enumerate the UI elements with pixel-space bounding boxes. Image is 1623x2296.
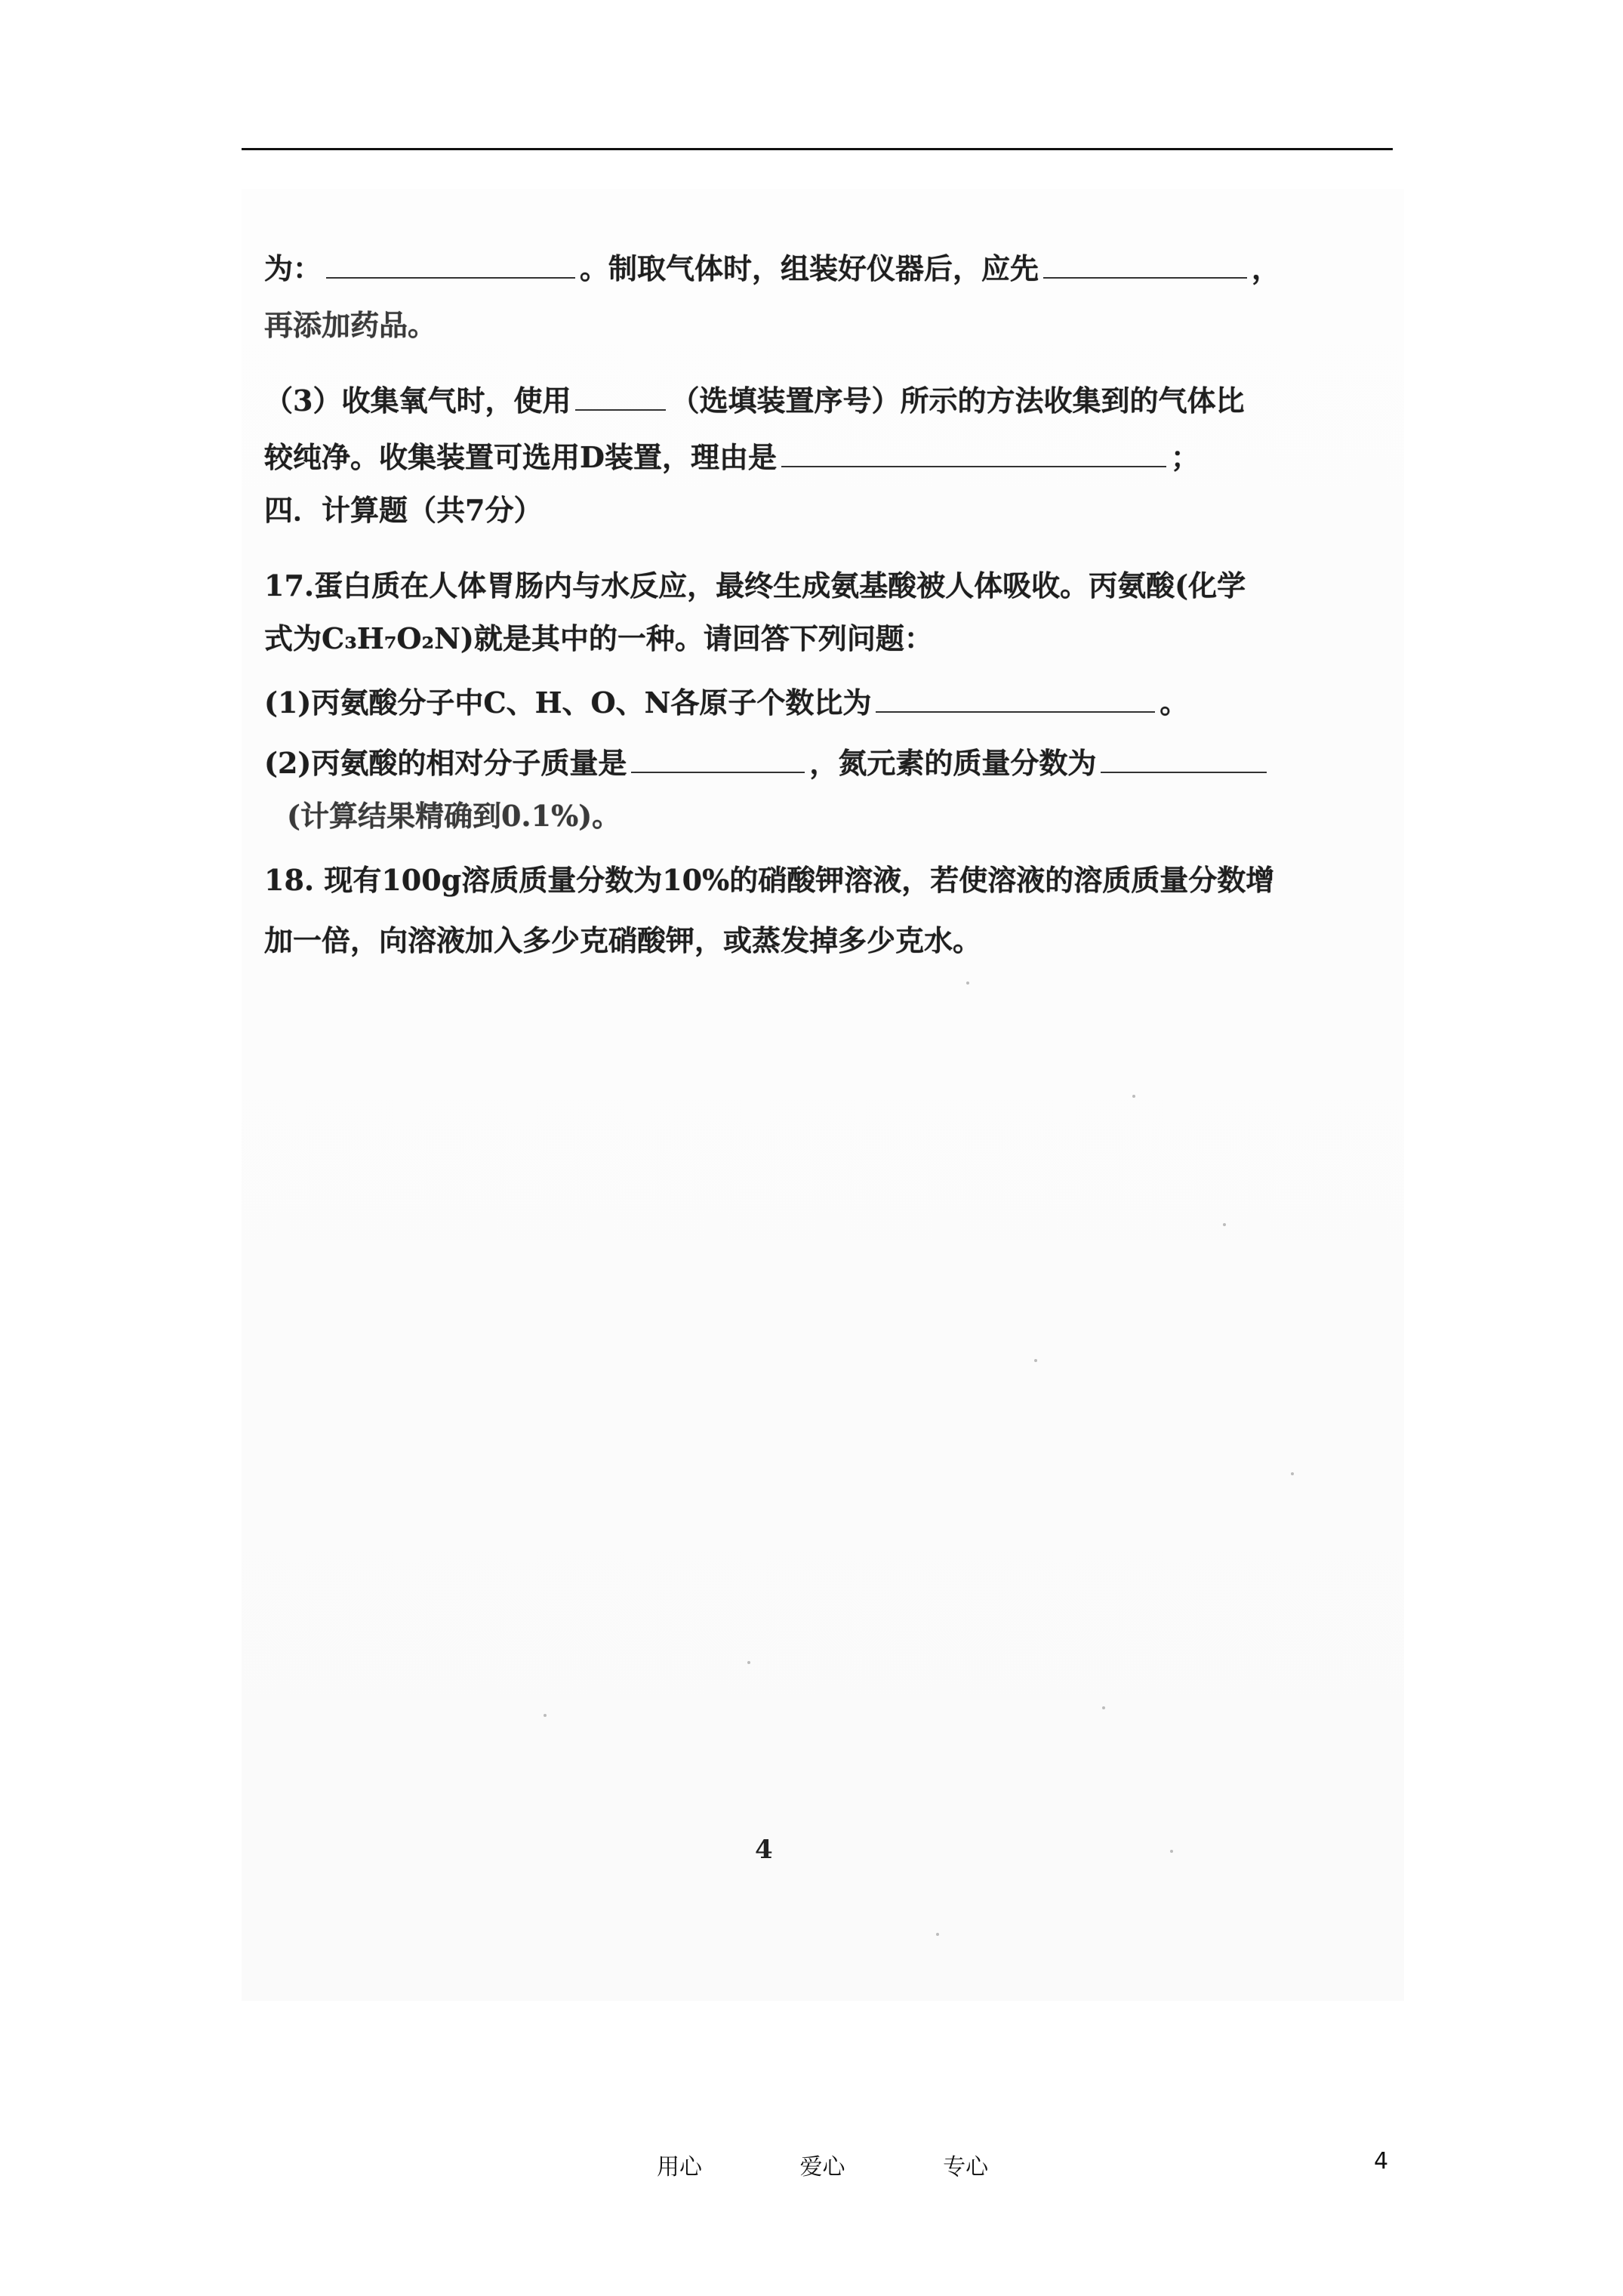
blank-6: [631, 746, 805, 773]
text-q17-2b: ，氮元素的质量分数为: [809, 746, 1097, 780]
footer-slogan-2: 爱心: [799, 2154, 845, 2180]
header-rule: [242, 148, 1393, 150]
blank-2: [1043, 251, 1247, 279]
text-q17-note: (计算结果精确到0.1%)。: [287, 799, 621, 833]
text-q17-2a: (2)丙氨酸的相对分子质量是: [264, 746, 627, 780]
text-q17-line2: 式为C₃H₇O₂N)就是其中的一种。请回答下列问题：: [264, 621, 933, 655]
blank-5: [876, 686, 1155, 713]
blank-4: [781, 440, 1166, 467]
blank-1: [326, 251, 575, 279]
text-line-4: [264, 438, 1200, 477]
text-line-3: [264, 381, 1244, 421]
text-q18-line2: 加一倍，向溶液加入多少克硝酸钾，或蒸发掉多少克水。: [264, 923, 982, 957]
footer-page-number: 4: [1374, 2148, 1389, 2174]
scan-speck: [1132, 1095, 1135, 1098]
blank-3: [575, 384, 666, 411]
scan-speck: [1170, 1850, 1173, 1853]
question-18: [264, 861, 1274, 900]
footer-slogan: [657, 2148, 1033, 2181]
text-collect-oxygen: （3）收集氧气时，使用: [264, 384, 571, 418]
footer: [0, 2148, 1623, 2186]
text-semicolon: ；: [1170, 440, 1200, 474]
text-add-reagents: 再添加药品。: [264, 308, 437, 342]
text-period: 。: [1160, 686, 1189, 720]
scan-speck: [936, 1933, 939, 1936]
scan-speck: [1291, 1472, 1294, 1475]
text-line-2: [264, 306, 436, 345]
text-q17-line1: 17.蛋白质在人体胃肠内与水反应，最终生成氨基酸被人体吸收。丙氨酸(化学: [264, 569, 1246, 603]
text-select-device: （选填装置序号）所示的方法收集到的气体比: [670, 384, 1245, 418]
footer-slogan-3: 专心: [943, 2154, 989, 2180]
text-q18-line1: 18. 现有100g溶质质量分数为10%的硝酸钾溶液，若使溶液的溶质质量分数增: [264, 863, 1275, 897]
section-heading-calc: [264, 491, 542, 530]
text-wei: 为：: [264, 251, 322, 285]
question-17-note: [287, 797, 621, 836]
text-comma-1: ，: [1252, 251, 1281, 285]
question-18-cont: [264, 921, 981, 960]
scan-speck: [544, 1714, 547, 1717]
scan-speck: [966, 982, 969, 985]
text-device-d-reason: 较纯净。收集装置可选用D装置，理由是: [264, 440, 777, 474]
question-17: [264, 566, 1246, 606]
text-line-1: [264, 249, 1280, 288]
scanned-page-number: 4: [755, 1835, 773, 1865]
text-q17-1: (1)丙氨酸分子中C、H、O、N各原子个数比为: [264, 686, 872, 720]
text-section-four: 四．计算题（共7分）: [264, 493, 543, 527]
scan-speck: [1102, 1706, 1105, 1709]
text-prep-gas: 。制取气体时，组装好仪器后，应先: [580, 251, 1039, 285]
footer-slogan-1: 用心: [657, 2154, 702, 2180]
scan-speck: [1034, 1359, 1037, 1362]
question-17-part1: [264, 683, 1188, 723]
scan-speck: [1223, 1223, 1226, 1226]
question-17-part2: [264, 744, 1271, 783]
question-17-cont: [264, 619, 933, 658]
blank-7: [1101, 746, 1267, 773]
scan-speck: [747, 1661, 750, 1664]
